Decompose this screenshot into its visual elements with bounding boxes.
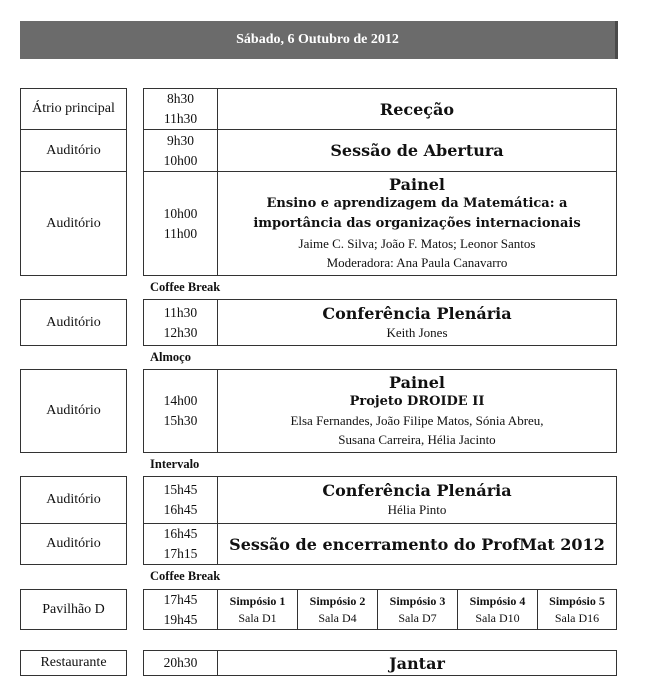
location-label: Átrio principal (32, 101, 115, 116)
event-title: Conferência Plenária (322, 303, 512, 323)
event-subtitle: Ensino e aprendizagem da Matemática: a importância das organizações internacionais (253, 196, 581, 231)
time-end: 12h30 (163, 324, 198, 340)
time-cell (143, 650, 218, 676)
location-cell (20, 299, 127, 346)
simposio-name: Simpósio 3 (389, 593, 446, 608)
location-label: Pavilhão D (42, 601, 105, 617)
location-cell (20, 129, 127, 172)
time-start: 20h30 (163, 655, 198, 670)
location-label: Auditório (46, 314, 101, 330)
event-title: Receção (379, 99, 455, 119)
time-end: 15h30 (163, 413, 198, 428)
event-speakers-cont: Susana Carreira, Hélia Jacinto (338, 432, 496, 447)
time-start: 17h45 (163, 591, 198, 607)
time-start: 8h30 (167, 91, 194, 106)
location-label: Restaurante (40, 655, 107, 670)
location-cell (20, 369, 127, 453)
simposio-1 (218, 589, 298, 630)
date-header (20, 21, 618, 59)
time-cell (143, 88, 218, 130)
time-cell (143, 369, 218, 453)
time-end: 19h45 (163, 611, 198, 627)
event-title: Sessão de Abertura (330, 141, 504, 160)
simposio-name: Simpósio 2 (309, 593, 366, 608)
event-cell (217, 523, 617, 565)
event-title: Jantar (389, 653, 445, 673)
simposio-3 (378, 589, 458, 630)
location-cell (20, 171, 127, 276)
lunch-label: Almoço (150, 350, 191, 364)
event-speaker: Hélia Pinto (387, 502, 447, 517)
event-title: Conferência Plenária (322, 481, 512, 500)
time-start: 14h00 (163, 393, 198, 408)
simposio-name: Simpósio 5 (549, 593, 605, 608)
time-start: 15h45 (163, 482, 198, 497)
event-cell (217, 171, 617, 276)
simposio-4 (458, 589, 538, 630)
time-cell (143, 129, 218, 172)
time-end: 17h15 (163, 546, 198, 561)
time-end: 11h00 (163, 225, 198, 241)
event-cell (217, 650, 617, 676)
event-moderator: Moderadora: Ana Paula Canavarro (326, 255, 508, 270)
time-end: 10h00 (163, 152, 198, 168)
event-cell (217, 369, 617, 453)
time-start: 9h30 (167, 132, 194, 148)
location-cell (20, 589, 127, 630)
event-cell (217, 88, 617, 130)
simposio-2 (298, 589, 378, 630)
location-label: Auditório (46, 536, 101, 551)
location-cell (20, 523, 127, 565)
location-label: Auditório (46, 142, 101, 158)
simposio-name: Simpósio 1 (229, 593, 286, 608)
event-speakers: Jaime C. Silva; João F. Matos; Leonor Santos (298, 236, 536, 251)
interval-label: Intervalo (150, 457, 200, 471)
event-title: Sessão de encerramento do ProfMat 2012 (229, 534, 605, 554)
event-speaker: Keith Jones (386, 324, 448, 340)
time-end: 16h45 (163, 502, 198, 517)
location-cell (20, 88, 127, 130)
simposio-room: Sala D16 (554, 610, 600, 625)
time-cell (143, 523, 218, 565)
simposio-name: Simpósio 4 (469, 593, 526, 608)
time-end: 11h30 (163, 111, 198, 126)
location-cell (20, 650, 127, 676)
simposio-room: Sala D4 (318, 610, 357, 625)
simposio-room: Sala D10 (475, 610, 520, 625)
simposio-room: Sala D7 (398, 610, 437, 625)
time-cell (143, 589, 218, 630)
event-cell (217, 129, 617, 172)
event-cell (217, 476, 617, 524)
event-subtitle: Projeto DROIDE II (349, 394, 485, 409)
time-start: 16h45 (163, 526, 198, 541)
time-cell (143, 171, 218, 276)
time-cell (143, 299, 218, 346)
date-header-text: Sábado, 6 Outubro de 2012 (236, 32, 399, 47)
event-title: Painel (389, 373, 445, 392)
location-label: Auditório (46, 403, 101, 418)
coffee-break-label: Coffee Break (150, 569, 221, 583)
event-cell (217, 299, 617, 346)
simposio-room: Sala D1 (238, 610, 277, 625)
event-title: Painel (389, 175, 445, 194)
location-label: Auditório (46, 215, 101, 231)
time-start: 11h30 (163, 304, 198, 320)
simposio-5 (538, 589, 616, 630)
location-label: Auditório (46, 492, 101, 507)
time-start: 10h00 (163, 205, 198, 221)
time-cell (143, 476, 218, 524)
location-cell (20, 476, 127, 524)
event-speakers: Elsa Fernandes, João Filipe Matos, Sónia Abreu, (290, 413, 544, 428)
coffee-break-label: Coffee Break (150, 280, 221, 294)
